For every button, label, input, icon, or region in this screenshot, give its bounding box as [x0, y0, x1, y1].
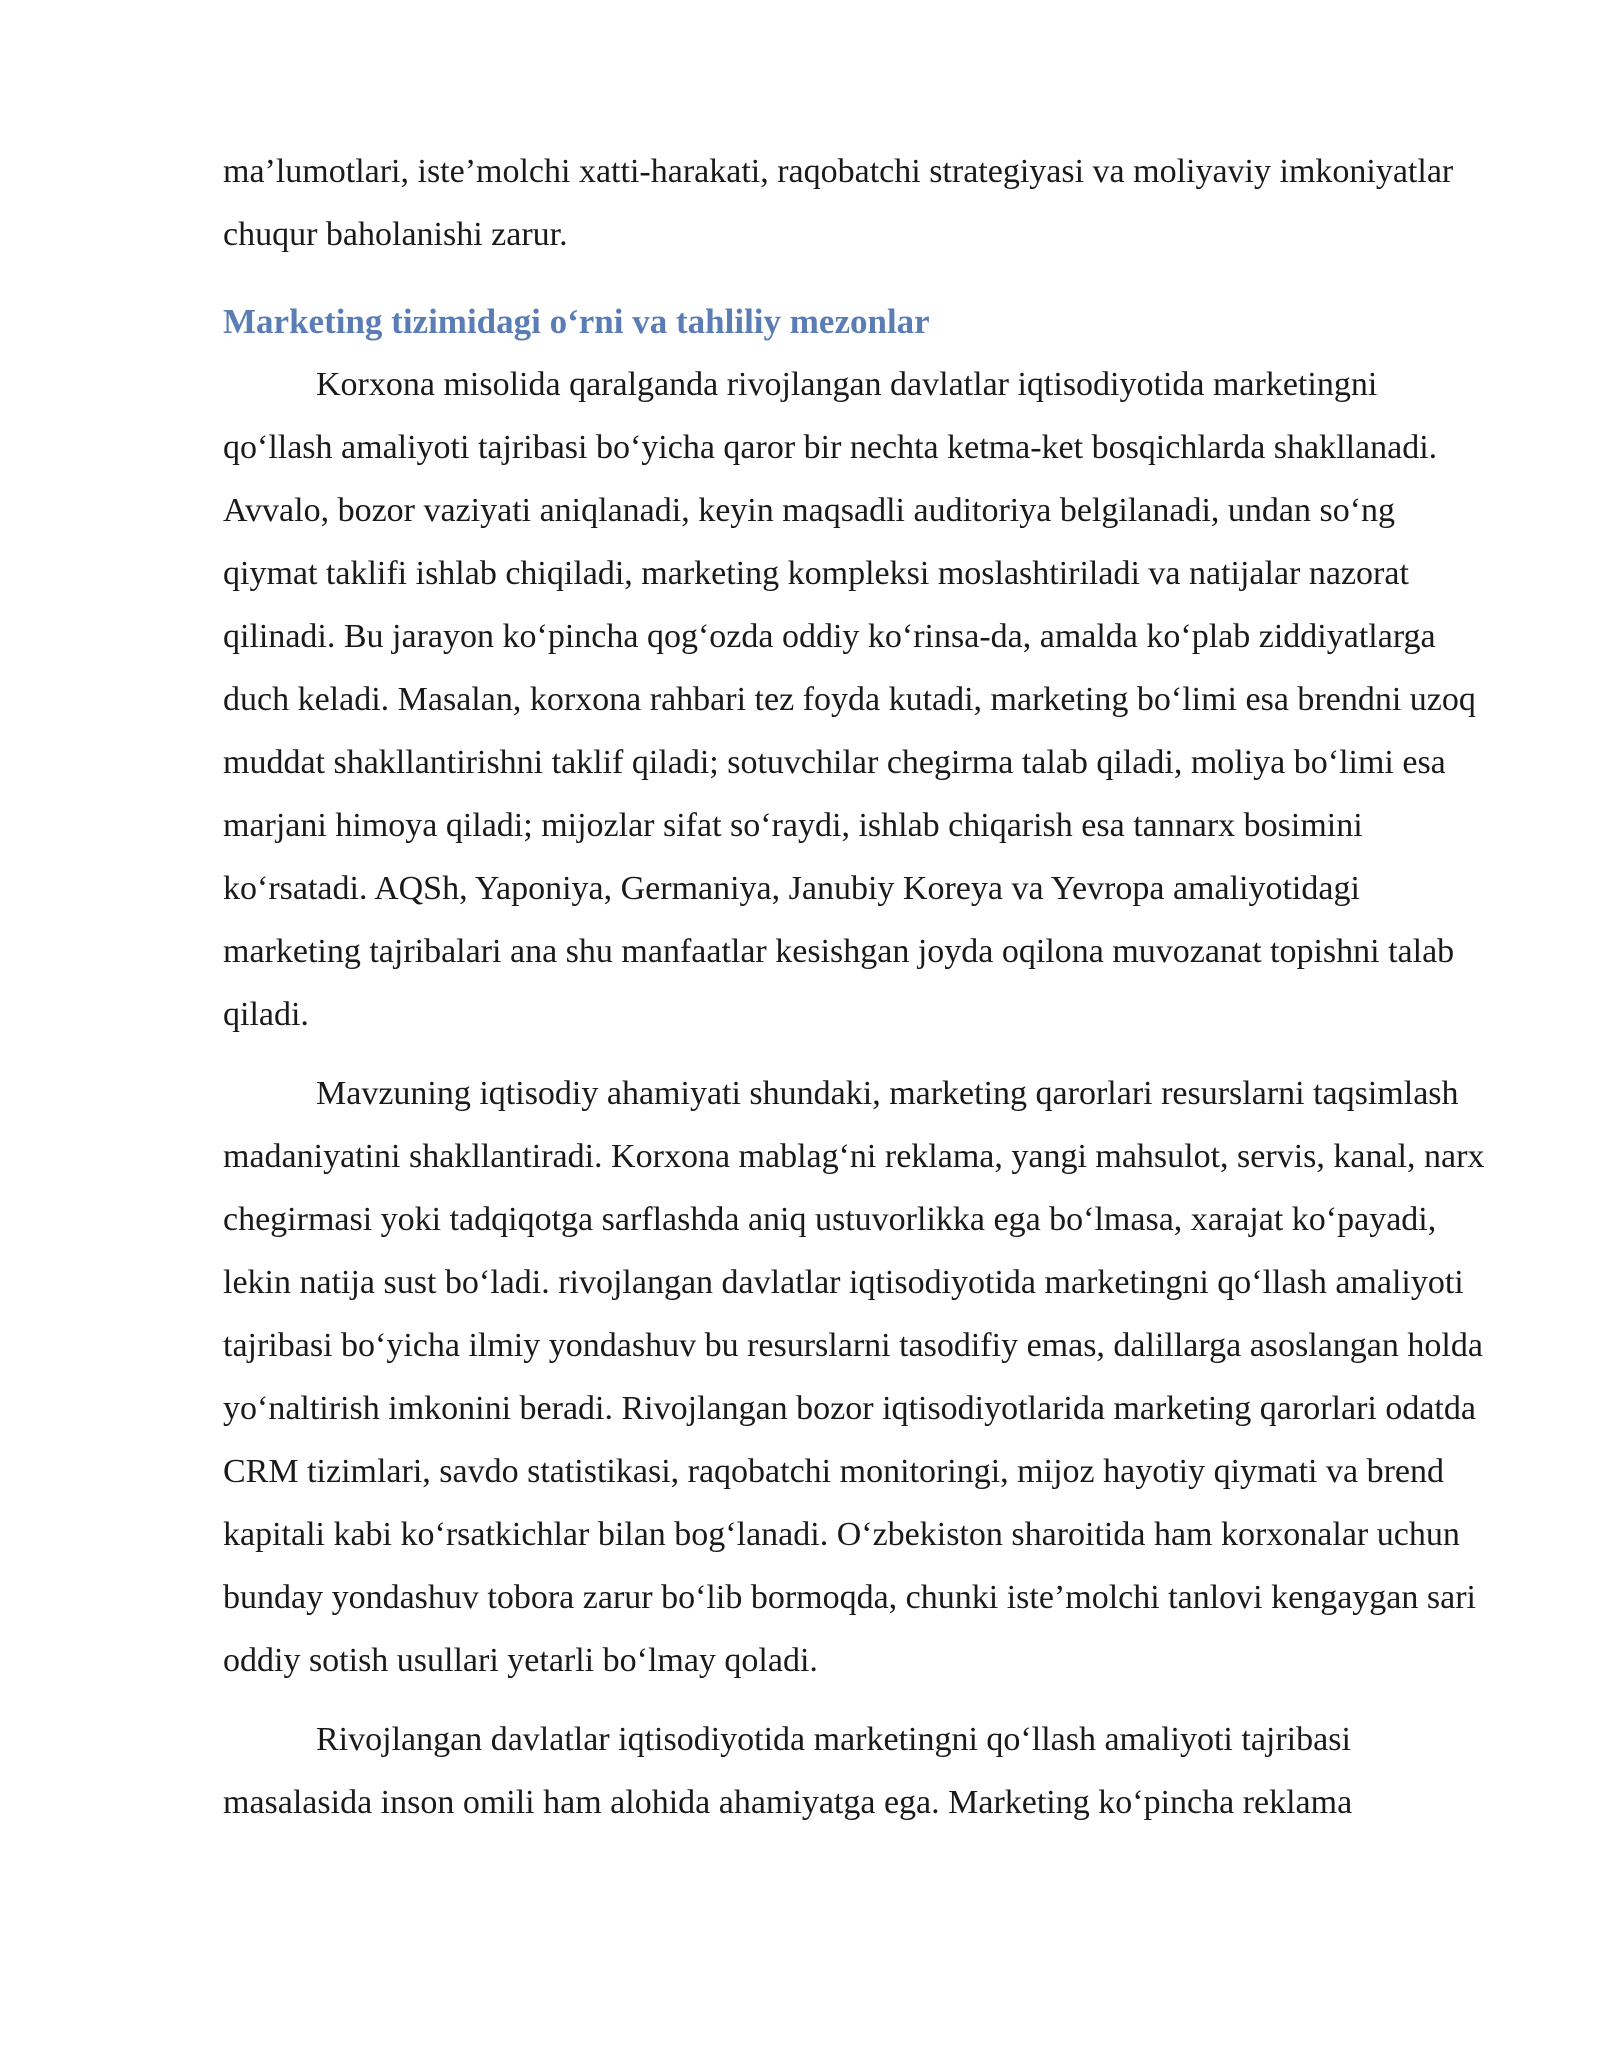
intro-paragraph: ma’lumotlari, iste’molchi xatti-harakati, raqobatchi strategiyasi va moliyaviy imkoniyatlar chuqur baholanishi zarur.	[223, 153, 1454, 253]
body-paragraph-1: Korxona misolida qaralganda rivojlangan davlatlar iqtisodiyotida marketingni qo‘llash amaliyoti tajribasi bo‘yicha qaror bir nechta ketma-ket bosqichlarda shakllanadi. Avvalo, bozor vaziyati aniqlanadi, keyin maqsadli auditoriya belgilanadi, undan so‘ng qiymat taklifi ishlab chiqiladi, marketing kompleksi moslashtiriladi va natijalar nazorat qilinadi. Bu jarayon ko‘pincha qog‘ozda oddiy ko‘rinsa-da, amalda ko‘plab ziddiyatlarga duch keladi. Masalan, korxona rahbari tez foyda kutadi, marketing bo‘limi esa brendni uzoq muddat shakllantirishni taklif qiladi; sotuvchilar chegirma talab qiladi, moliya bo‘limi esa marjani himoya qiladi; mijozlar sifat so‘raydi, ishlab chiqarish esa tannarx bosimini ko‘rsatadi. AQSh, Yaponiya, Germaniya, Janubiy Koreya va Yevropa amaliyotidagi marketing tajribalari ana shu manfaatlar kesishgan joyda oqilona muvozanat topishni talab qiladi.	[223, 366, 1476, 1033]
body-paragraph-2: Mavzuning iqtisodiy ahamiyati shundaki, marketing qarorlari resurslarni taqsimlash madaniyatini shakllantiradi. Korxona mablag‘ni reklama, yangi mahsulot, servis, kanal, narx chegirmasi yoki tadqiqotga sarflashda aniq ustuvorlikka ega bo‘lmasa, xarajat ko‘payadi, lekin natija sust bo‘ladi. rivojlangan davlatlar iqtisodiyotida marketingni qo‘llash amaliyoti tajribasi bo‘yicha ilmiy yondashuv bu resurslarni tasodifiy emas, dalillarga asoslangan holda yo‘naltirish imkonini beradi. Rivojlangan bozor iqtisodiyotlarida marketing qarorlari odatda CRM tizimlari, savdo statistikasi, raqobatchi monitoringi, mijoz hayotiy qiymati va brend kapitali kabi ko‘rsatkichlar bilan bog‘lanadi. O‘zbekiston sharoitida ham korxonalar uchun bunday yondashuv tobora zarur bo‘lib bormoqda, chunki iste’molchi tanlovi kengaygan sari oddiy sotish usullari yetarli bo‘lmay qoladi.	[223, 1075, 1485, 1679]
section-heading: Marketing tizimidagi o‘rni va tahliliy mezonlar	[223, 302, 930, 341]
body-paragraph-3: Rivojlangan davlatlar iqtisodiyotida marketingni qo‘llash amaliyoti tajribasi masalasida inson omili ham alohida ahamiyatga ega. Marketing ko‘pincha reklama	[223, 1721, 1353, 1821]
document-body	[223, 140, 1485, 1834]
